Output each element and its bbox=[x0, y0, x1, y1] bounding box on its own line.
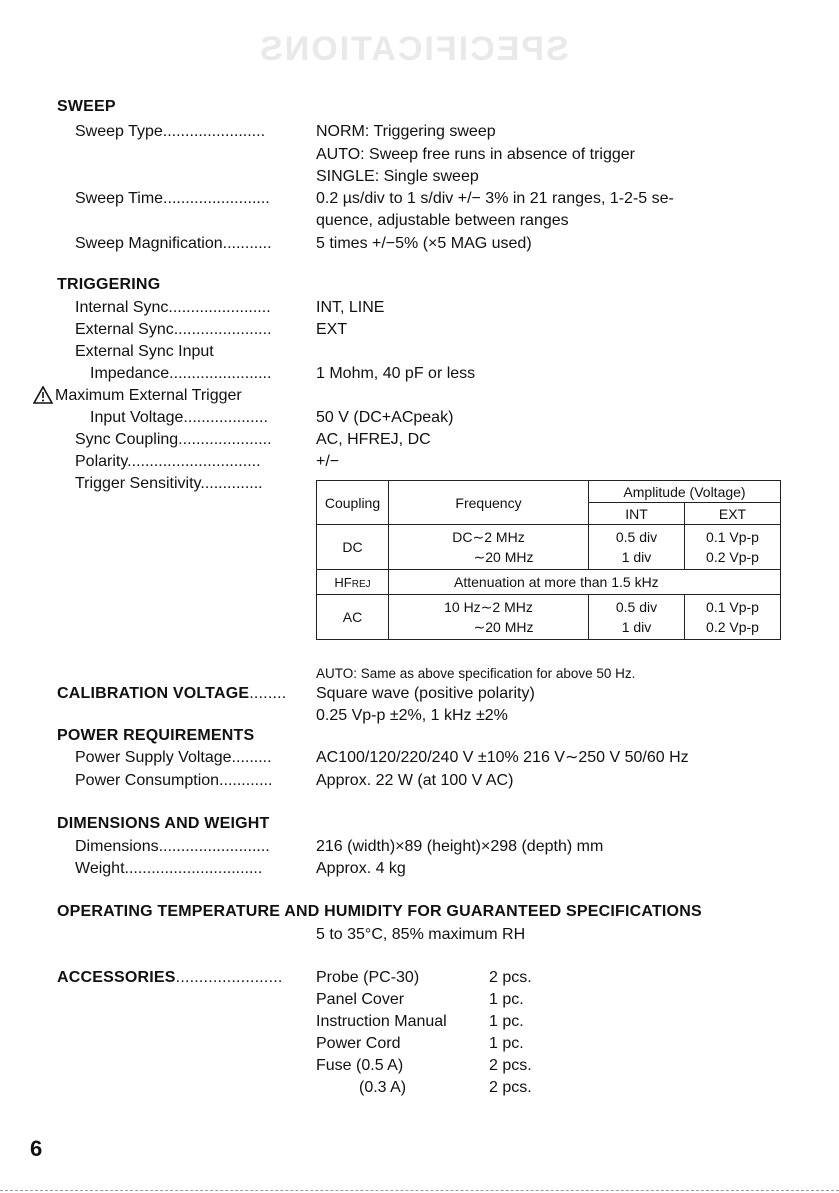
coupling-dc: DC bbox=[317, 525, 389, 570]
sweep-type-label: Sweep Type....................... bbox=[75, 123, 266, 140]
accessory-name: Instruction Manual bbox=[316, 1013, 447, 1030]
accessory-qty: 2 pcs. bbox=[489, 1079, 532, 1096]
accessory-name: Fuse (0.5 A) bbox=[316, 1057, 404, 1074]
ac-ext bbox=[685, 595, 781, 640]
auto-note: AUTO: Same as above specification for above 50 Hz. bbox=[316, 666, 636, 681]
input-voltage-label: Input Voltage................... bbox=[90, 409, 268, 426]
input-voltage-value: 50 V (DC+ACpeak) bbox=[316, 409, 454, 426]
table-header-ext: EXT bbox=[685, 503, 781, 525]
weight-value: Approx. 4 kg bbox=[316, 860, 406, 877]
sync-coupling-label: Sync Coupling..................... bbox=[75, 431, 272, 448]
accessory-qty: 2 pcs. bbox=[489, 1057, 532, 1074]
impedance-label: Impedance....................... bbox=[90, 365, 272, 382]
trigger-sensitivity-table bbox=[316, 480, 781, 640]
accessory-name: (0.3 A) bbox=[359, 1079, 407, 1096]
hfrej-note: Attenuation at more than 1.5 kHz bbox=[389, 570, 781, 595]
accessory-name: Power Cord bbox=[316, 1035, 401, 1052]
table-header-amplitude: Amplitude (Voltage) bbox=[589, 481, 781, 503]
bottom-edge-line bbox=[0, 1190, 839, 1191]
sweep-mag-value: 5 times +/−5% (×5 MAG used) bbox=[316, 235, 532, 252]
ac-frequency-2: ∼20 MHz bbox=[473, 619, 534, 635]
warning-triangle-icon bbox=[33, 386, 53, 404]
dimensions-value: 216 (width)×89 (height)×298 (depth) mm bbox=[316, 838, 604, 855]
triggering-heading: TRIGGERING bbox=[57, 276, 161, 293]
external-sync-label: External Sync...................... bbox=[75, 321, 272, 338]
trigger-sensitivity-label: Trigger Sensitivity.............. bbox=[75, 475, 263, 492]
table-header-int: INT bbox=[589, 503, 685, 525]
sweep-type-norm: NORM: Triggering sweep bbox=[316, 123, 496, 140]
coupling-hfrej: HFREJ bbox=[317, 570, 389, 595]
sweep-heading: SWEEP bbox=[57, 98, 116, 115]
sweep-time-value-2: quence, adjustable between ranges bbox=[316, 212, 569, 229]
dc-frequency-1: DC∼2 MHz bbox=[452, 529, 525, 545]
accessory-qty: 2 pcs. bbox=[489, 969, 532, 986]
accessories-heading: ACCESSORIES....................... bbox=[57, 969, 283, 986]
operating-value: 5 to 35°C, 85% maximum RH bbox=[316, 926, 526, 943]
ac-int bbox=[589, 595, 685, 640]
sweep-mag-label: Sweep Magnification........... bbox=[75, 235, 272, 252]
accessory-name: Probe (PC-30) bbox=[316, 969, 420, 986]
dimensions-label: Dimensions......................... bbox=[75, 838, 270, 855]
dc-int-2: 1 div bbox=[621, 549, 652, 565]
dc-ext-2: 0.2 Vp-p bbox=[706, 549, 759, 565]
accessory-qty: 1 pc. bbox=[489, 1013, 524, 1030]
dimensions-heading: DIMENSIONS AND WEIGHT bbox=[57, 815, 270, 832]
dc-frequency bbox=[389, 525, 589, 570]
impedance-value: 1 Mohm, 40 pF or less bbox=[316, 365, 476, 382]
dc-ext bbox=[685, 525, 781, 570]
external-sync-value: EXT bbox=[316, 321, 348, 338]
power-consumption-value: Approx. 22 W (at 100 V AC) bbox=[316, 772, 514, 789]
ac-ext-1: 0.1 Vp-p bbox=[706, 599, 759, 615]
calibration-value-1: Square wave (positive polarity) bbox=[316, 685, 535, 702]
power-voltage-value: AC100/120/220/240 V ±10% 216 V∼250 V 50/60 Hz bbox=[316, 749, 689, 766]
accessory-qty: 1 pc. bbox=[489, 991, 524, 1008]
table-header-coupling: Coupling bbox=[317, 481, 389, 525]
dc-int-1: 0.5 div bbox=[615, 529, 658, 545]
power-heading: POWER REQUIREMENTS bbox=[57, 727, 255, 744]
ac-ext-2: 0.2 Vp-p bbox=[706, 619, 759, 635]
ac-int-1: 0.5 div bbox=[615, 599, 658, 615]
polarity-label: Polarity.............................. bbox=[75, 453, 261, 470]
accessory-name: Panel Cover bbox=[316, 991, 405, 1008]
weight-label: Weight............................... bbox=[75, 860, 263, 877]
table-header-frequency: Frequency bbox=[389, 481, 589, 525]
operating-heading: OPERATING TEMPERATURE AND HUMIDITY FOR GUARANTEED SPECIFICATIONS bbox=[57, 903, 702, 920]
table-row bbox=[317, 525, 781, 570]
internal-sync-value: INT, LINE bbox=[316, 299, 385, 316]
power-voltage-label: Power Supply Voltage......... bbox=[75, 749, 272, 766]
ac-int-2: 1 div bbox=[621, 619, 652, 635]
mirrored-header-bleed: SPECIFICATIONS bbox=[258, 30, 569, 68]
page-number: 6 bbox=[30, 1136, 43, 1161]
max-trigger-label: Maximum External Trigger bbox=[55, 387, 242, 404]
ac-frequency bbox=[389, 595, 589, 640]
ac-frequency-1: 10 Hz∼2 MHz bbox=[444, 599, 533, 615]
sweep-time-label: Sweep Time........................ bbox=[75, 190, 270, 207]
accessory-qty: 1 pc. bbox=[489, 1035, 524, 1052]
calibration-heading: CALIBRATION VOLTAGE........ bbox=[57, 685, 287, 702]
coupling-ac: AC bbox=[317, 595, 389, 640]
sweep-type-single: SINGLE: Single sweep bbox=[316, 168, 479, 185]
sync-coupling-value: AC, HFREJ, DC bbox=[316, 431, 431, 448]
dc-int bbox=[589, 525, 685, 570]
ext-sync-input-label: External Sync Input bbox=[75, 343, 214, 360]
dc-frequency-2: ∼20 MHz bbox=[473, 549, 534, 565]
table-row bbox=[317, 595, 781, 640]
internal-sync-label: Internal Sync....................... bbox=[75, 299, 271, 316]
table-row bbox=[317, 570, 781, 595]
power-consumption-label: Power Consumption............ bbox=[75, 772, 273, 789]
calibration-value-2: 0.25 Vp-p ±2%, 1 kHz ±2% bbox=[316, 707, 508, 724]
polarity-value: +/− bbox=[316, 453, 340, 470]
sweep-time-value-1: 0.2 µs/div to 1 s/div +/− 3% in 21 ranges, 1-2-5 se- bbox=[316, 190, 674, 207]
sweep-type-auto: AUTO: Sweep free runs in absence of trigger bbox=[316, 146, 635, 163]
dc-ext-1: 0.1 Vp-p bbox=[706, 529, 759, 545]
